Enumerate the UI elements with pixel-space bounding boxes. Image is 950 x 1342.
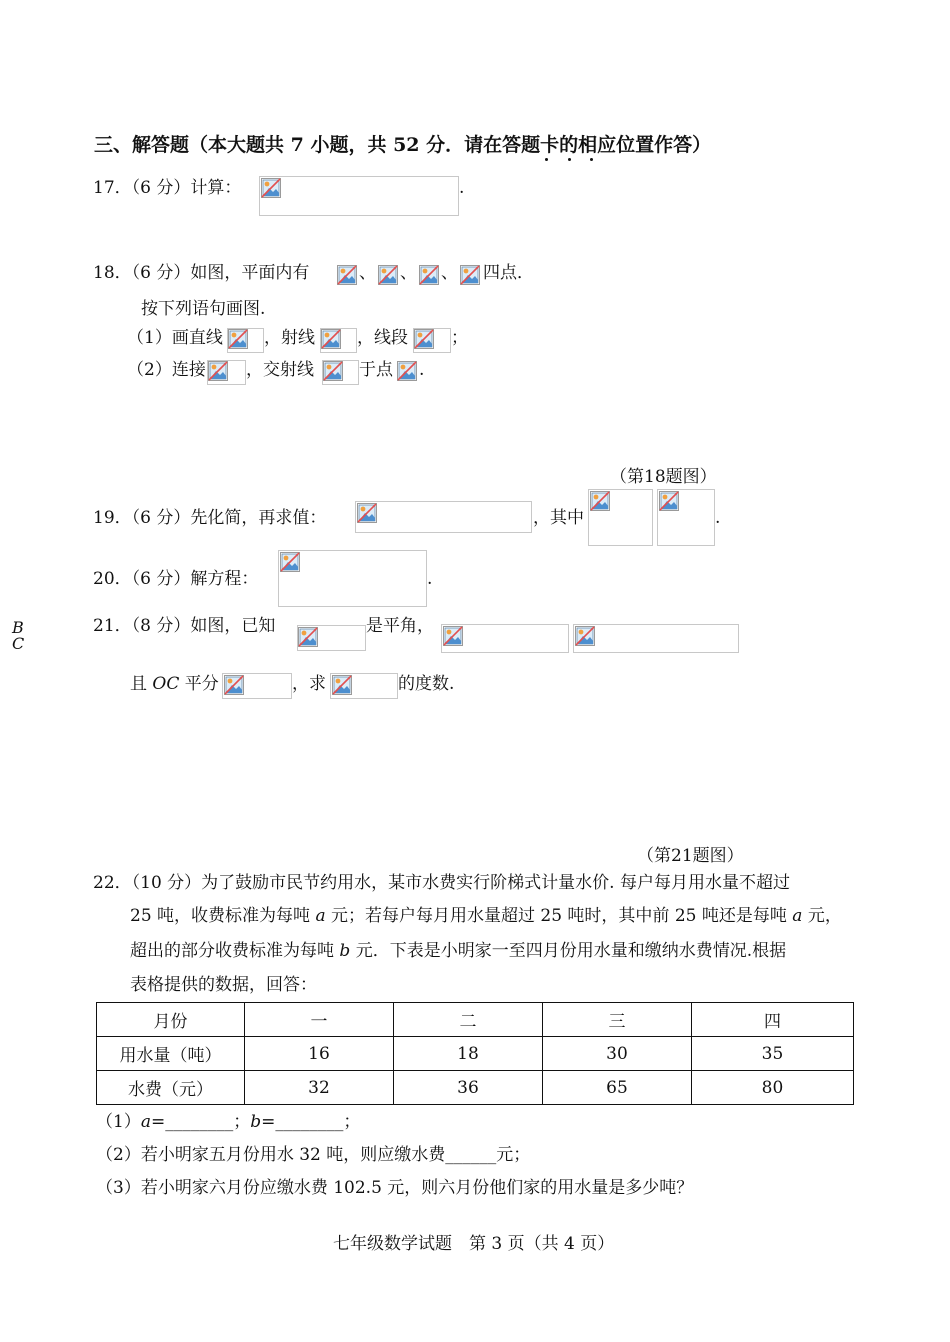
table-cell: 80 xyxy=(692,1071,854,1105)
broken-image-icon xyxy=(280,552,300,572)
broken-image-icon xyxy=(443,626,463,646)
q21-mid: 是平角， xyxy=(366,616,434,636)
table-cell: 用水量（吨） xyxy=(97,1037,245,1071)
q18-end: 四点． xyxy=(483,263,534,283)
table-cell: 16 xyxy=(245,1037,394,1071)
section-title: 三、解答题（本大题共 7 小题，共 52 分．请在答题卡的相应位置作答） xyxy=(94,134,712,156)
q18-item2-a: （2）连接 xyxy=(127,360,206,380)
table-cell: 32 xyxy=(245,1071,394,1105)
table-cell: 18 xyxy=(394,1037,543,1071)
q17-formula-image xyxy=(259,176,459,216)
table-header-row xyxy=(97,1003,854,1037)
q20-equation-image xyxy=(278,550,427,607)
broken-image-icon xyxy=(357,503,377,523)
q17-label: 17．（6 分）计算： xyxy=(93,178,242,198)
q21-label: 21．（8 分）如图，已知 xyxy=(93,616,276,636)
q18-item2-d: . xyxy=(419,360,425,380)
q18-item1-a: （1）画直线 xyxy=(127,328,223,348)
broken-image-icon xyxy=(323,361,343,381)
emphasis-dot xyxy=(568,158,571,161)
broken-image-icon xyxy=(298,627,318,647)
broken-image-icon xyxy=(397,361,417,381)
q21-caption: （第21题图） xyxy=(637,846,744,866)
q18-label: 18．（6 分）如图，平面内有 xyxy=(93,263,310,283)
table-row xyxy=(97,1037,854,1071)
q18-item1-d: ； xyxy=(451,328,468,348)
q21-figure-label-c: C xyxy=(12,634,25,653)
q20-end: . xyxy=(427,569,433,589)
broken-image-icon xyxy=(590,491,610,511)
broken-image-icon xyxy=(414,329,434,349)
q18-sep: 、 xyxy=(441,263,458,283)
q22-answer3: （3）若小明家六月份应缴水费 102.5 元，则六月份他们家的用水量是多少吨？ xyxy=(96,1178,694,1198)
broken-image-icon xyxy=(378,265,398,285)
q22-line2: 25 吨，收费标准为每吨 a 元；若每户每月用水量超过 25 吨时，其中前 25 吨还是每吨 a 元， xyxy=(130,906,842,926)
broken-image-icon xyxy=(659,491,679,511)
page-footer: 七年级数学试题 第 3 页（共 4 页） xyxy=(333,1234,615,1254)
table-cell: 水费（元） xyxy=(97,1071,245,1105)
q19-end: . xyxy=(715,508,721,528)
q21-line2: 且 OC 平分 xyxy=(130,674,219,694)
q18-sep: 、 xyxy=(400,263,417,283)
table-header-cell: 一 xyxy=(245,1003,394,1037)
q17-end: . xyxy=(459,178,465,198)
q18-caption: （第18题图） xyxy=(610,467,717,487)
broken-image-icon xyxy=(228,329,248,349)
q18-item1-c: ，线段 xyxy=(357,328,408,348)
broken-image-icon xyxy=(575,626,595,646)
q18-instruction: 按下列语句画图. xyxy=(141,299,266,319)
broken-image-icon xyxy=(419,265,439,285)
table-header-cell: 二 xyxy=(394,1003,543,1037)
q22-answer2: （2）若小明家五月份用水 32 吨，则应缴水费______元； xyxy=(96,1145,531,1165)
emphasis-dot xyxy=(590,158,593,161)
broken-image-icon xyxy=(460,265,480,285)
table-cell: 36 xyxy=(394,1071,543,1105)
broken-image-icon xyxy=(332,675,352,695)
q19-formula-image xyxy=(355,501,532,533)
q18-item2-b: ，交射线 xyxy=(246,360,314,380)
q22-line3: 超出的部分收费标准为每吨 b 元．下表是小明家一至四月份用水量和缴纳水费情况.根据 xyxy=(130,941,787,961)
table-cell: 65 xyxy=(543,1071,692,1105)
q21-line2-c: ，求 xyxy=(292,674,326,694)
water-fee-table xyxy=(96,1002,854,1105)
q21-condition2-image xyxy=(573,624,739,653)
q22-answer1: （1）a=________；b=________； xyxy=(96,1112,361,1132)
q18-sep: 、 xyxy=(359,263,376,283)
table-header-cell: 月份 xyxy=(97,1003,245,1037)
q22-line1: 22．（10 分）为了鼓励市民节约用水，某市水费实行阶梯式计量水价. 每户每月用水量不超过 xyxy=(93,873,790,893)
table-header-cell: 三 xyxy=(543,1003,692,1037)
table-header-cell: 四 xyxy=(692,1003,854,1037)
q18-item2-c: 于点 xyxy=(359,360,393,380)
q21-line2-d: 的度数. xyxy=(398,674,455,694)
q21-figure-label-b: B xyxy=(12,618,24,637)
broken-image-icon xyxy=(224,675,244,695)
table-row xyxy=(97,1071,854,1105)
broken-image-icon xyxy=(261,178,281,198)
broken-image-icon xyxy=(208,361,228,381)
q22-line4: 表格提供的数据，回答： xyxy=(130,975,317,995)
broken-image-icon xyxy=(337,265,357,285)
q19-label: 19．（6 分）先化简，再求值： xyxy=(93,508,327,528)
emphasis-dot xyxy=(545,158,548,161)
broken-image-icon xyxy=(321,329,341,349)
q18-item1-b: ，射线 xyxy=(264,328,315,348)
q20-label: 20．（6 分）解方程： xyxy=(93,569,259,589)
q19-mid: ，其中 xyxy=(533,508,584,528)
table-cell: 30 xyxy=(543,1037,692,1071)
table-cell: 35 xyxy=(692,1037,854,1071)
